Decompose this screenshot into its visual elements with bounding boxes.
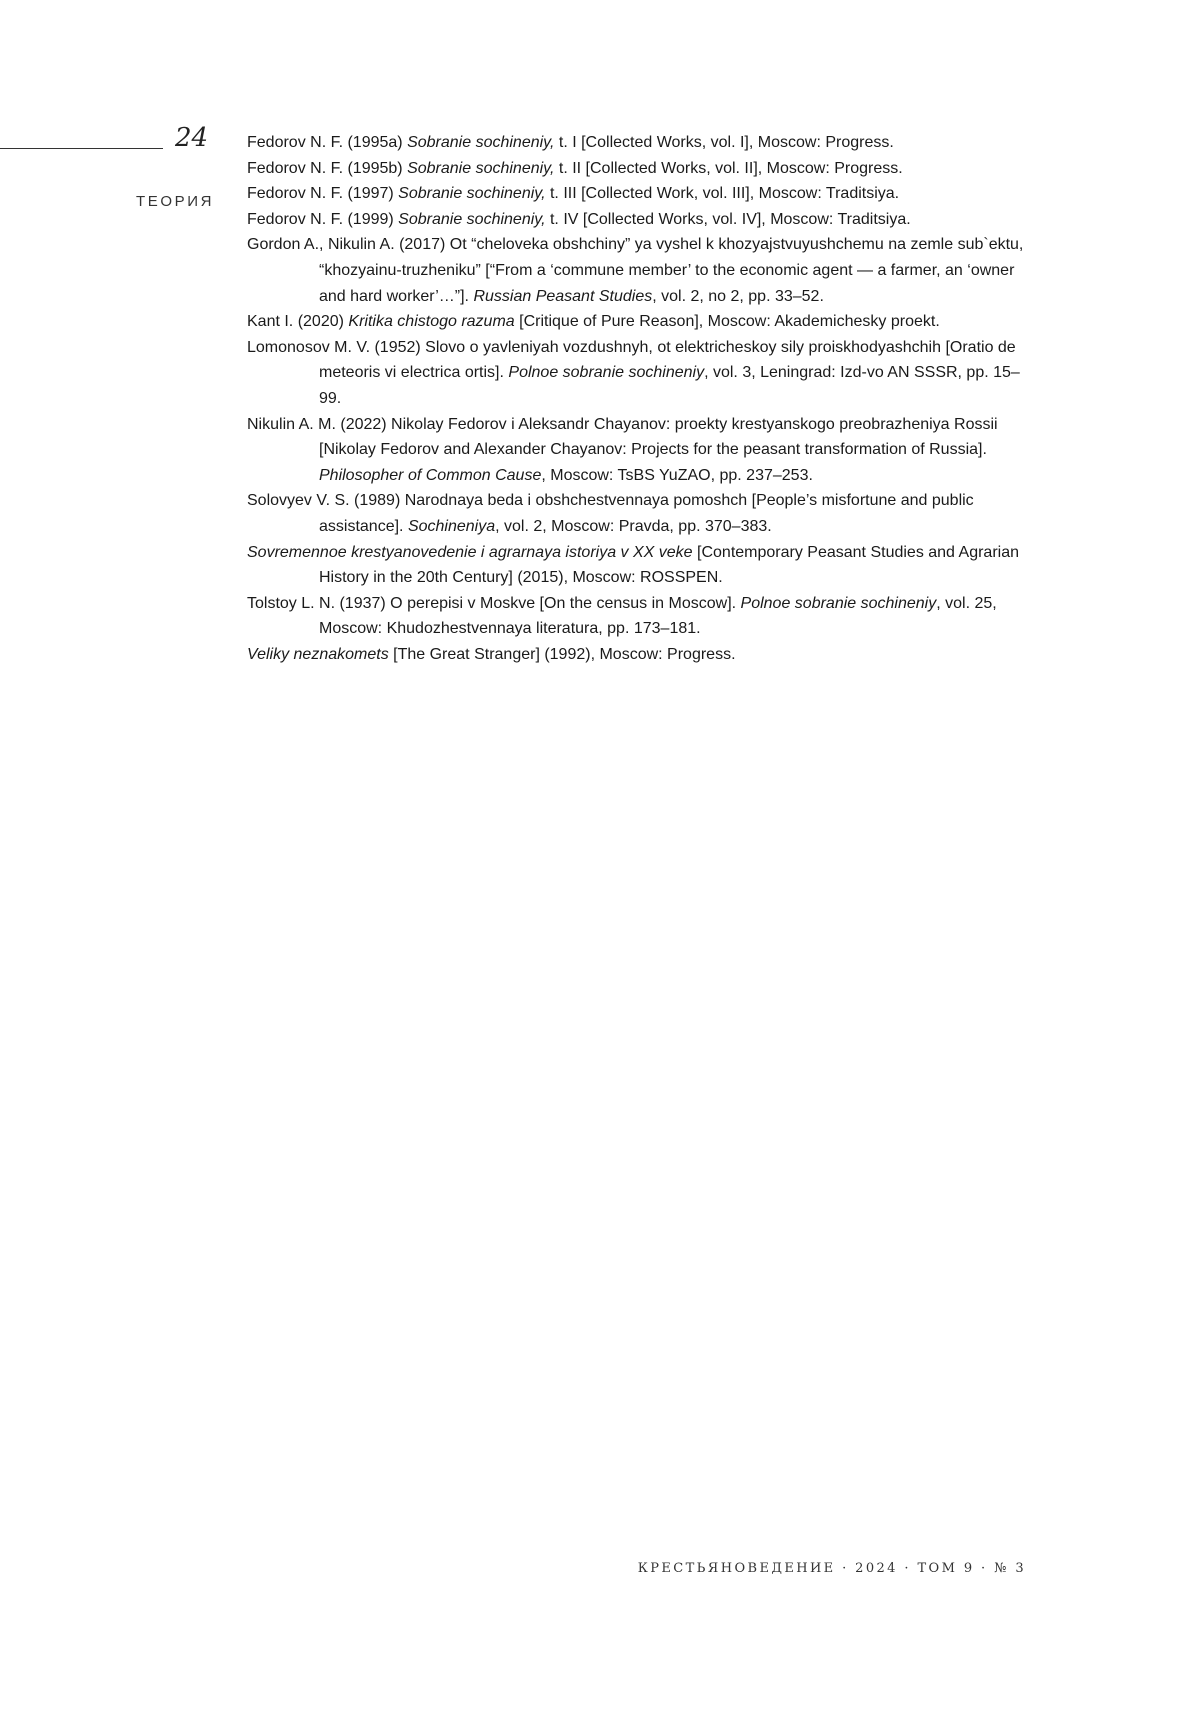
header-rule: [0, 148, 163, 149]
reference-item: [247, 309, 1027, 335]
reference-details: [Critique of Pure Reason], Moscow: Akademichesky proekt.: [514, 313, 940, 331]
reference-author: Fedorov N. F. (1999): [247, 210, 399, 228]
reference-author: Fedorov N. F. (1995b): [247, 159, 408, 177]
reference-author: Lomonosov M. V. (1952) Slovo o yavleniyah vozdushnyh, ot elektricheskoy sily proiskhodyashchih [Oratio de meteoris vi electrica ortis].: [247, 338, 1016, 382]
page-number: 24: [175, 123, 209, 153]
reference-details: t. IV [Collected Works, vol. IV], Moscow: Traditsiya.: [545, 210, 911, 228]
reference-author: Gordon A., Nikulin A. (2017) Ot “cheloveka obshchiny” ya vyshel k khozyajstvuyushchemu na zemle sub`ektu, “khozyainu-truzheniku” [“From a ‘commune member’ to the economic agent — a farmer, an ‘owner and hard worker’…”].: [247, 236, 1024, 305]
reference-author: Tolstoy L. N. (1937) O perepisi v Moskve [On the census in Moscow].: [247, 594, 741, 612]
reference-title: Sovremennoe krestyanovedenie i agrarnaya istoriya v XX veke: [247, 543, 693, 561]
reference-title: Sobranie sochineniy,: [407, 134, 555, 151]
reference-title: Sochineniya: [407, 517, 496, 535]
reference-item: [247, 335, 1027, 412]
reference-list: [247, 130, 1027, 667]
reference-item: [247, 156, 1027, 182]
reference-title: Philosopher of Common Cause: [319, 466, 542, 484]
reference-item: [247, 591, 1027, 642]
reference-item: [247, 488, 1027, 539]
reference-author: Solovyev V. S. (1989) Narodnaya beda i obshchestvennaya pomoshch [People’s misfortune and public assistance].: [247, 492, 974, 535]
reference-item: [247, 130, 1027, 156]
reference-title: Sobranie sochineniy,: [398, 185, 546, 203]
reference-details: , Moscow: TsBS YuZAO, pp. 237–253.: [541, 466, 813, 484]
reference-details: , vol. 25, Moscow: Khudozhestvennaya literatura, pp. 173–181.: [319, 594, 997, 638]
reference-item: [247, 181, 1027, 207]
journal-footer: КРЕСТЬЯНОВЕДЕНИЕ · 2024 · ТОМ 9 · № 3: [637, 1561, 1026, 1576]
reference-details: , vol. 2, Moscow: Pravda, pp. 370–383.: [495, 517, 772, 535]
reference-title: Sobranie sochineniy,: [398, 210, 546, 228]
reference-title: Veliky neznakomets: [247, 645, 389, 663]
reference-author: Kant I. (2020): [247, 313, 349, 331]
reference-details: t. II [Collected Works, vol. II], Moscow: Progress.: [554, 159, 903, 177]
section-label: ТЕОРИЯ: [136, 193, 215, 210]
reference-author: Fedorov N. F. (1997): [247, 185, 399, 203]
reference-details: t. III [Collected Work, vol. III], Moscow: Traditsiya.: [545, 185, 900, 203]
reference-details: , vol. 2, no 2, pp. 33–52.: [652, 287, 824, 305]
reference-title: Polnoe sobranie sochineniy: [508, 364, 705, 382]
reference-author: Nikulin A. M. (2022) Nikolay Fedorov i Aleksandr Chayanov: proekty krestyanskogo preobrazheniya Rossii [Nikolay Fedorov and Alexander Chayanov: Projects for the peasant transformation of Russia].: [247, 415, 998, 459]
reference-details: [The Great Stranger] (1992), Moscow: Progress.: [388, 645, 736, 663]
reference-item: [247, 207, 1027, 233]
reference-title: Russian Peasant Studies: [473, 287, 653, 305]
reference-details: , vol. 3, Leningrad: Izd-vo AN SSSR, pp. 15–99.: [319, 364, 1020, 407]
reference-item: [247, 642, 1027, 668]
reference-author: Fedorov N. F. (1995a): [247, 134, 408, 151]
reference-title: Polnoe sobranie sochineniy: [740, 594, 937, 612]
reference-item: [247, 540, 1027, 591]
reference-item: [247, 412, 1027, 489]
reference-title: Kritika chistogo razuma: [348, 313, 515, 331]
reference-details: [Contemporary Peasant Studies and Agrarian History in the 20th Century] (2015), Moscow: ROSSPEN.: [319, 543, 1019, 587]
reference-details: t. I [Collected Works, vol. I], Moscow: Progress.: [554, 134, 894, 151]
reference-item: [247, 232, 1027, 309]
reference-title: Sobranie sochineniy,: [407, 159, 555, 177]
